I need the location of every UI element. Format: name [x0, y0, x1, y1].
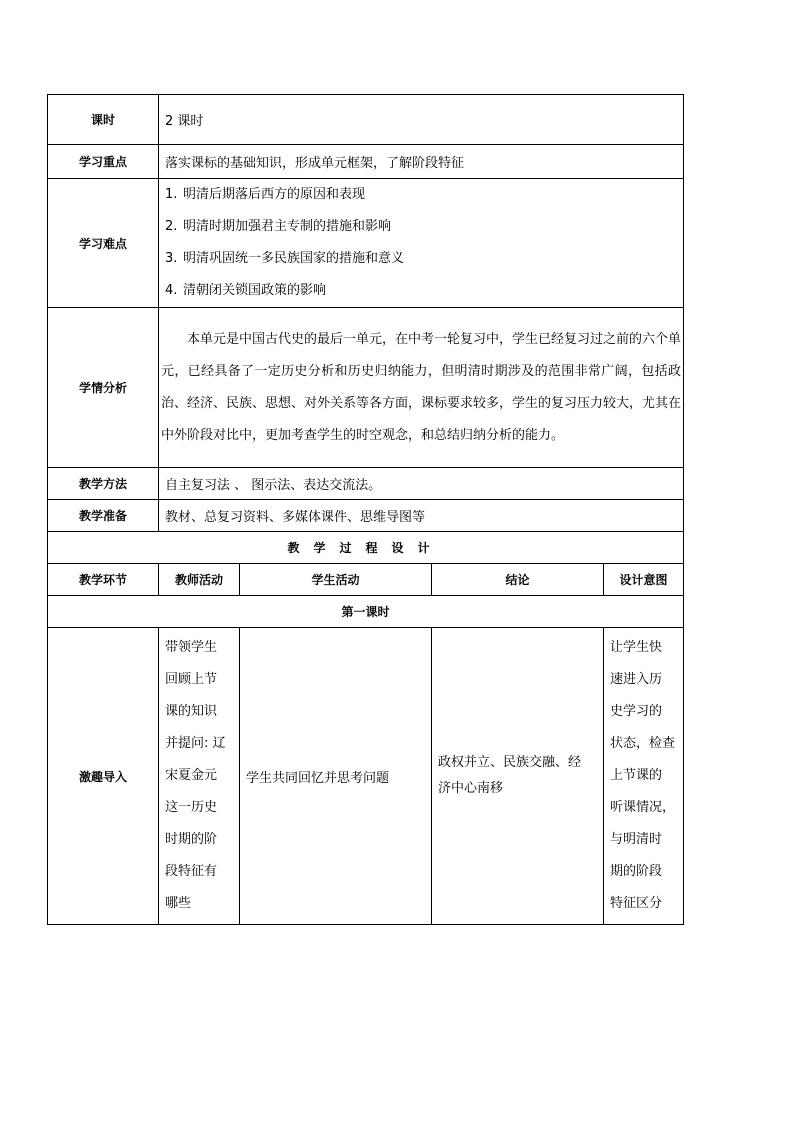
label-nandian: 学习难点	[48, 179, 159, 308]
label-keshi: 课时	[48, 95, 159, 145]
list-nandian	[159, 179, 684, 308]
row-process-title	[48, 532, 684, 564]
header-teacher: 教师活动	[159, 564, 240, 596]
design-intent: 让学生快 速进入历 史学习的 状态，检查 上节课的 听课情况， 与明清时 期的阶段 特征区分	[604, 628, 684, 925]
row-zhunbei	[48, 500, 684, 532]
row-session	[48, 596, 684, 628]
row-jiqu	[48, 628, 684, 925]
lesson-plan-table	[47, 94, 684, 925]
student-activity: 学生共同回忆并思考问题	[240, 628, 432, 925]
stage-jiqu: 激趣导入	[48, 628, 159, 925]
list-item: 2. 明清时期加强君主专制的措施和影响	[165, 219, 392, 234]
label-zhunbei: 教学准备	[48, 500, 159, 532]
label-fangfa: 教学方法	[48, 468, 159, 500]
process-title: 教学过程设计	[48, 532, 684, 564]
list-item: 3. 明清巩固统一多民族国家的措施和意义	[165, 251, 405, 266]
conclusion: 政权并立、民族交融、经 济中心南移	[432, 628, 604, 925]
row-fangfa	[48, 468, 684, 500]
list-item: 4. 清朝闭关锁国政策的影响	[165, 283, 327, 298]
row-keshi	[48, 95, 684, 145]
teacher-activity: 带领学生 回顾上节 课的知识 并提问: 辽 宋夏金元 这一历史 时期的阶 段特征有 哪些	[159, 628, 240, 925]
label-zhongdian: 学习重点	[48, 145, 159, 179]
header-intent: 设计意图	[604, 564, 684, 596]
value-keshi: 2 课时	[159, 95, 684, 145]
row-zhongdian	[48, 145, 684, 179]
header-conclusion: 结论	[432, 564, 604, 596]
header-student: 学生活动	[240, 564, 432, 596]
value-xueqing: 本单元是中国古代史的最后一单元，在中考一轮复习中，学生已经复习过之前的六个单元，已经具备了一定历史分析和历史归纳能力，但明清时期涉及的范围非常广阔，包括政治、经济、民族、思想、对外关系等各方面，课标要求较多，学生的复习压力较大，尤其在中外阶段对比中，更加考查学生的时空观念，和总结归纳分析的能力。	[159, 308, 684, 468]
session-label: 第一课时	[48, 596, 684, 628]
row-headers	[48, 564, 684, 596]
list-item: 1. 明清后期落后西方的原因和表现	[165, 187, 366, 202]
value-zhongdian: 落实课标的基础知识，形成单元框架，了解阶段特征	[159, 145, 684, 179]
value-zhunbei: 教材、总复习资料、多媒体课件、思维导图等	[159, 500, 684, 532]
value-fangfa: 自主复习法 、 图示法、表达交流法。	[159, 468, 684, 500]
row-xueqing	[48, 308, 684, 468]
label-xueqing: 学情分析	[48, 308, 159, 468]
header-stage: 教学环节	[48, 564, 159, 596]
row-nandian	[48, 179, 684, 308]
